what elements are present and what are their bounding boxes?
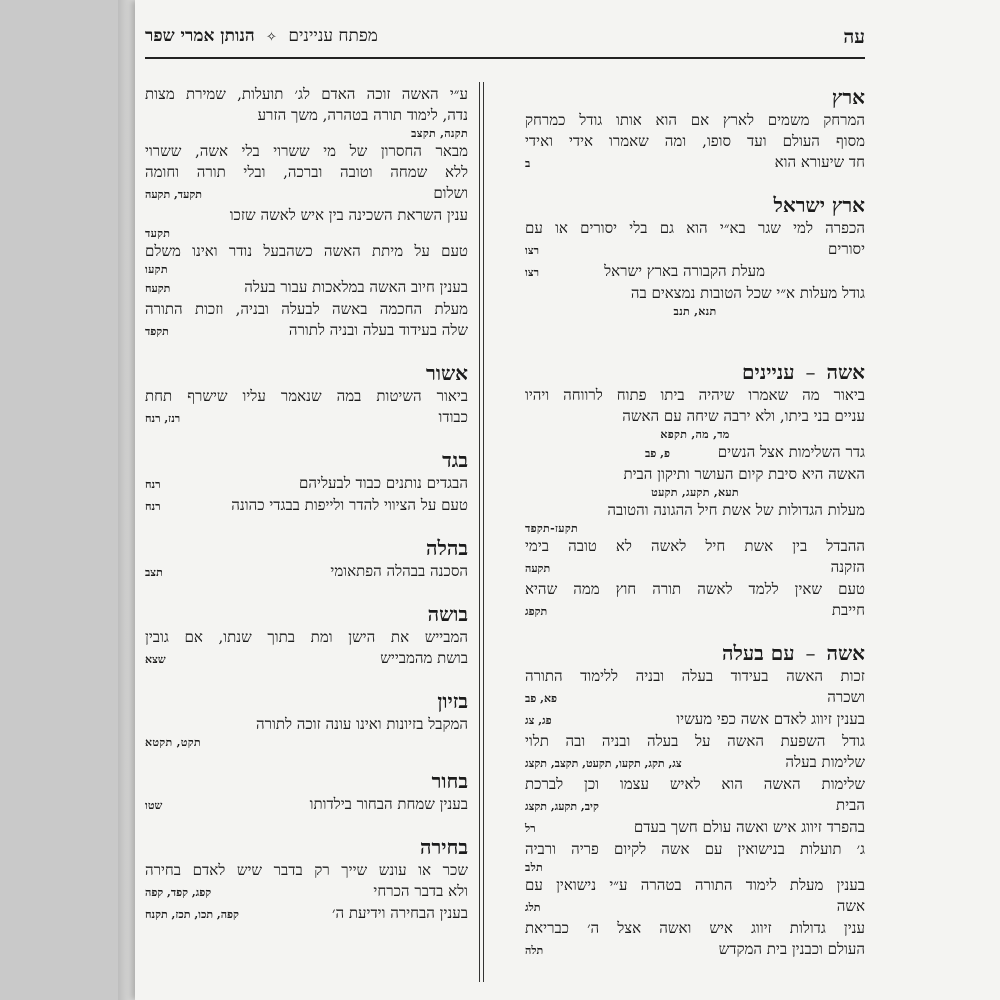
page-number: עה: [843, 26, 865, 48]
page-ref: רנח: [145, 500, 161, 513]
entry-line: מעלת הקבורה בארץ ישראל: [604, 262, 765, 280]
entry-row: [145, 183, 468, 205]
entry-line: ביאור השיטות במה שנאמר עליו שישרף תחת: [145, 387, 468, 405]
entry-line: בענין מעלת לימוד התורה בטהרה ע״י נישואין עם: [525, 876, 865, 894]
page-ref: תעא, תקעג, תקעט: [651, 486, 739, 499]
entry-bechira: [145, 834, 468, 925]
page-ref: ב: [525, 157, 531, 170]
entry-line: ושכרה: [827, 688, 865, 706]
running-head-sub: מפתח עניינים: [288, 26, 378, 46]
entry-row: [525, 557, 865, 579]
page-ref: תקעה: [525, 562, 551, 575]
page-ref: תקט, תקטא: [145, 736, 201, 749]
entry-line: בהפרד זיווג איש ואשה עולם חשך בעדם: [633, 818, 865, 836]
entry-line: האשה היא סיבת קיום העושר ותיקון הבית: [623, 465, 865, 483]
entry-line: בענין זיווג לאדם אשה כפי מעשיו: [676, 710, 865, 728]
entry-line: ולא בדבר הכרחי: [373, 882, 468, 900]
entry-line: ביאור מה שאמרו שיהיה ביתו פתוח לרווחה ויהיו: [525, 386, 865, 404]
right-column: [525, 84, 865, 961]
entry-line: חד שיעורא הוא: [774, 153, 865, 171]
heading-dash: –: [805, 360, 816, 384]
heading-sub: עניינים: [742, 360, 795, 384]
entry-eretz-yisrael: [525, 192, 865, 319]
entry-line: מבאר החסרון של מי ששרוי בלי אשה, ששרוי: [145, 142, 468, 160]
entry-heading: בושה: [427, 602, 468, 626]
entry-row: [525, 442, 865, 464]
entry-row: [525, 752, 865, 774]
entry-line: ג׳ תועלות בנישואין עם אשה לקיום פריה ורביה: [525, 840, 865, 858]
page-ref: תקעד: [145, 227, 171, 240]
entry-line: יסורים: [828, 240, 865, 258]
entry-line: ההבדל בין אשת חיל לאשה לא טובה בימי: [525, 537, 865, 555]
page-ref: רצו: [525, 244, 539, 257]
page-ref: רצו: [525, 266, 539, 279]
entry-row: [525, 261, 865, 283]
entry-heading: בהלה: [425, 536, 468, 560]
entry-line: ע״י האשה זוכה האדם לג׳ תועלות, שמירת מצות: [145, 85, 468, 103]
entry-row: [145, 648, 468, 670]
entry-row: [525, 687, 865, 709]
entry-line: המקבל בזיונות ואינו עונה זוכה לתורה: [256, 715, 468, 733]
page-ref: שצא: [145, 653, 166, 666]
page-ref: פא, פב: [525, 692, 557, 705]
entry-beged: [145, 447, 468, 517]
entry-line: ענין השראת השכינה בין איש לאשה שזכו: [229, 206, 468, 224]
entry-heading: ארץ: [831, 85, 865, 109]
entry-line: בענין חיוב האשה במלאכות עבור בעלה: [244, 278, 468, 296]
entry-heading: ארץ ישראל: [773, 193, 865, 217]
entry-line: ושלום: [433, 184, 468, 202]
entry-isha-inyanim: [525, 359, 865, 622]
entry-row: [145, 903, 468, 925]
entry-line: שלימות האשה הוא לאיש עצמו וכן לברכת: [525, 775, 865, 793]
page-ref: רנח: [145, 478, 161, 491]
page-ref: תקעו: [145, 263, 168, 276]
entry-row: [145, 495, 468, 517]
entry-line: שכר או עונש שייך רק בדבר שיש לאדם בחירה: [145, 861, 468, 879]
entry-line: אשה: [836, 897, 865, 915]
page-ref: קיב, תקעג, תקצג: [525, 800, 599, 813]
running-head: [145, 26, 378, 46]
page-ref: תקנה, תקצב: [411, 127, 468, 140]
running-head-title: הנותן אמרי שפר: [145, 26, 255, 46]
entry-line: הבית: [836, 796, 865, 814]
entry-line: בענין שמחת הבחור בילדותו: [309, 795, 468, 813]
page-ref: מד, מה, תקפא: [660, 428, 730, 441]
entry-line: מסוף העולם ועד סופו, ומה שאמרו אידי ואידי: [525, 132, 865, 150]
entry-row: [525, 896, 865, 918]
entry-row: [525, 600, 865, 622]
page-ref: תלב: [525, 861, 544, 874]
page-ref: תקעז-תקפד: [525, 522, 579, 535]
column-divider: [479, 82, 484, 982]
entry-line: גודל השפעת האשה על בעלה ובניה ובה תלוי: [525, 732, 865, 750]
entry-row: [525, 152, 865, 174]
entry-row: [145, 407, 468, 429]
page-header: [145, 20, 865, 58]
entry-line: טעם שאין ללמד לאשה תורה חוץ ממה שהיא: [525, 580, 865, 598]
entry-row: [145, 794, 468, 816]
entry-row: [145, 561, 468, 583]
page-ref: תצב: [145, 566, 163, 579]
entry-line: העולם וכבנין בית המקדש: [718, 940, 865, 958]
heading-main: אשה: [826, 360, 865, 384]
heading-main: אשה: [826, 641, 865, 665]
page-ref: תלג: [525, 901, 541, 914]
entry-isha-continued: [145, 84, 468, 342]
entry-heading: [525, 359, 865, 385]
entry-bachur: [145, 768, 468, 816]
entry-busha: [145, 601, 468, 670]
page-ref: תקפד: [145, 325, 169, 338]
entry-eretz: [525, 84, 865, 174]
entry-line: עניים בני ביתו, ולא ירבה שיחה עם האשה: [622, 407, 865, 425]
entry-line: טעם על מיתת האשה כשהבעל נודר ואינו משלם: [145, 242, 468, 260]
entry-row: [525, 939, 865, 961]
entry-row: [145, 473, 468, 495]
page-ref: רנז, רנח: [145, 412, 181, 425]
entry-heading: בחור: [431, 769, 468, 793]
entry-line: נדה, לימוד תורה בטהרה, משך הזרע: [257, 106, 468, 124]
entry-line: שלימות בעלה: [785, 753, 865, 771]
entry-line: זכות האשה בעידוד בעלה ובניה ללימוד התורה: [525, 667, 865, 685]
entry-line: כבודו: [438, 408, 468, 426]
page-ref: פג, צג: [525, 714, 552, 727]
entry-behala: [145, 535, 468, 583]
entry-line: גדר השלימות אצל הנשים: [717, 443, 865, 461]
page-ref: פ, פב: [645, 447, 670, 460]
page-ref: תקעח: [145, 282, 171, 295]
page-ref: תקעד, תקעה: [145, 188, 202, 201]
heading-sub: עם בעלה: [721, 641, 795, 665]
entry-heading: בזיון: [437, 689, 468, 713]
page-ref: תקפג: [525, 605, 548, 618]
left-column: [145, 84, 468, 925]
entry-isha-baala: [525, 640, 865, 961]
entry-row: [145, 277, 468, 299]
entry-line: מעלת החכמה באשה לבעלה ובניה, וזכות התורה: [145, 300, 468, 318]
entry-line: הסכנה בבהלה הפתאומי: [330, 562, 468, 580]
page-ref: שטו: [145, 799, 163, 812]
entry-line: מעלות הגדולות של אשת חיל ההגונה והטובה: [607, 501, 865, 519]
entry-line: הזקנה: [830, 558, 865, 576]
entry-row: [525, 817, 865, 839]
heading-dash: –: [805, 641, 816, 665]
entry-ishur: [145, 360, 468, 429]
entry-line: ענין גדולות זיווג איש ואשה אצל ה׳ כבריאת: [525, 919, 865, 937]
entry-line: המבייש את הישן ומת בתוך שנתו, אם גובין: [145, 628, 468, 646]
entry-line: בענין הבחירה וידיעת ה׳: [332, 904, 468, 922]
entry-row: [145, 881, 468, 903]
page-ref: תנא, תנב: [673, 305, 717, 318]
entry-heading: בחירה: [419, 835, 468, 859]
entry-line: גודל מעלות א״י שכל הטובות נמצאים בה: [630, 284, 865, 302]
entry-row: [525, 795, 865, 817]
page-ref: קפג, קפד, קפה: [145, 886, 212, 899]
entry-line: הכפרה למי שגר בא״י הוא גם בלי יסורים או עם: [525, 219, 865, 237]
entry-row: [145, 320, 468, 342]
star-ornament-icon: ✧: [266, 30, 277, 45]
entry-line: טעם על הציווי להדר ולייפות בבגדי כהונה: [231, 496, 468, 514]
entry-heading: [525, 640, 865, 666]
page-ref: קפה, תכו, תכז, תקנח: [145, 908, 239, 921]
entry-heading: אשור: [426, 361, 468, 385]
entry-line: הבגדים נותנים כבוד לבעליהם: [299, 474, 468, 492]
entry-line: בושת מהמבייש: [380, 649, 468, 667]
page-ref: צג, תקג, תקעו, תקעט, תקצב, תקצג: [525, 757, 682, 770]
entry-line: ללא שמחה וטובה וברכה, ובלי תורה וחומה: [145, 163, 468, 181]
page-ref: תלה: [525, 944, 544, 957]
header-rule: [145, 57, 865, 59]
entry-line: שלה בעידוד בעלה ובניה לתורה: [288, 321, 468, 339]
entry-row: [525, 709, 865, 731]
entry-line: המרחק משמים לארץ אם הוא אותו גודל כמרחק: [525, 111, 865, 129]
entry-line: חייבת: [831, 601, 865, 619]
page-ref: רל: [525, 822, 536, 835]
entry-bizayon: [145, 688, 468, 750]
entry-row: [525, 239, 865, 261]
entry-heading: בגד: [442, 448, 468, 472]
